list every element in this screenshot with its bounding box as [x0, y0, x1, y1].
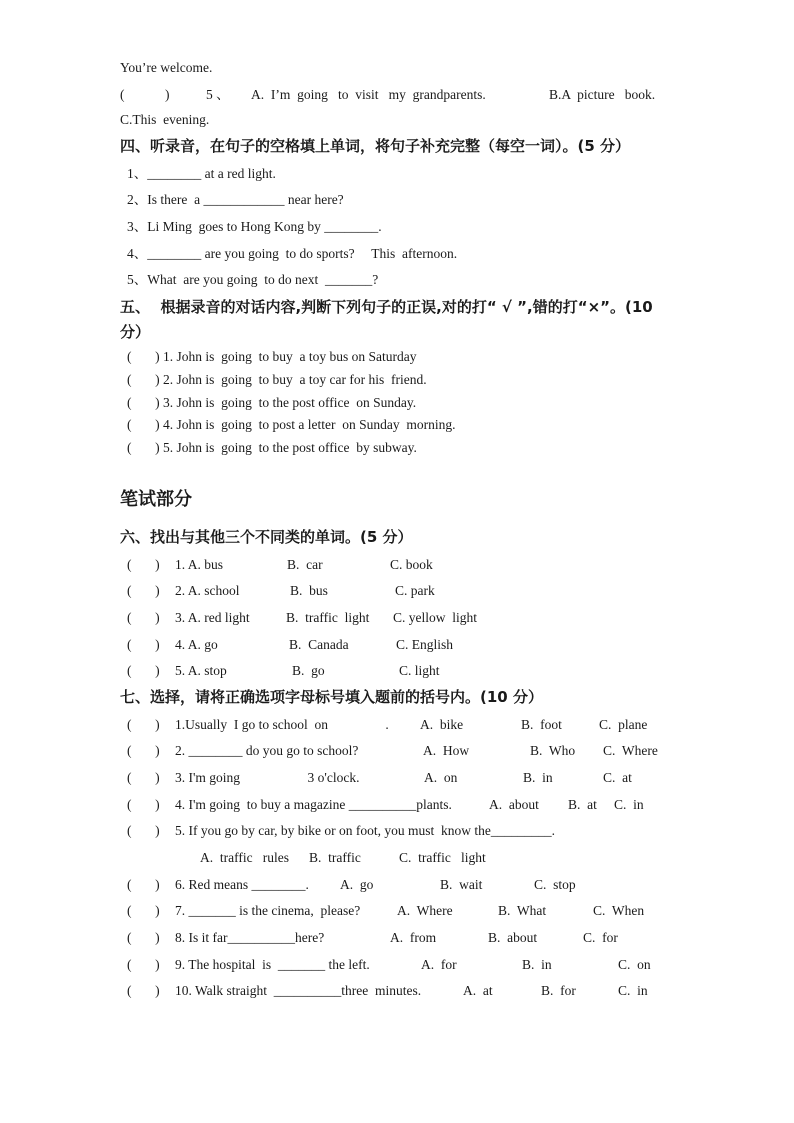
option-c: C. in [618, 983, 648, 998]
option-a: A. I’m going to visit my grandparents. [251, 87, 486, 102]
option-b: B. in [522, 957, 552, 972]
question-text: 9. The hospital is _______ the left. [175, 957, 370, 972]
answer-paren[interactable]: ( ) [127, 983, 160, 998]
section4-item: 1、________ at a red light. [127, 166, 276, 181]
answer-paren[interactable]: ( ) [127, 930, 160, 945]
option-c: C. park [395, 583, 435, 598]
section6-title: 六、找出与其他三个不同类的单词。(5 分） [120, 528, 413, 546]
option-b: B. car [287, 557, 323, 572]
question-text: 2. ________ do you go to school? [175, 743, 359, 758]
answer-paren[interactable]: ( ) [127, 877, 160, 892]
section7-title: 七、选择，请将正确选项字母标号填入题前的括号内。(10 分） [120, 688, 543, 706]
option-a: 4. A. go [175, 637, 218, 652]
option-a: 2. A. school [175, 583, 240, 598]
question-number: 5 、 [206, 87, 230, 102]
option-a: A. traffic rules [200, 850, 289, 865]
option-b: B.A picture book. [549, 87, 656, 102]
question-text: 6. Red means ________. [175, 877, 309, 892]
option-a: A. bike [420, 717, 464, 732]
answer-paren[interactable]: ( ) [127, 610, 160, 625]
option-c: C. yellow light [393, 610, 477, 625]
section5-item[interactable]: ( ) 3. John is going to the post office on Sunday. [127, 395, 417, 410]
option-c: C. at [603, 770, 632, 785]
option-b: B. go [292, 663, 325, 678]
question-text: 5. If you go by car, by bike or on foot, you must know the_________. [175, 823, 556, 838]
written-part-heading: 笔试部分 [120, 489, 192, 510]
answer-paren[interactable]: ( ) [127, 903, 160, 918]
option-b: B. traffic [309, 850, 361, 865]
option-a: A. on [424, 770, 458, 785]
answer-paren[interactable]: ( ) [127, 823, 160, 838]
option-c: C. on [618, 957, 651, 972]
option-b: B. bus [290, 583, 328, 598]
option-a: 5. A. stop [175, 663, 227, 678]
answer-paren[interactable]: ( ) [127, 583, 160, 598]
section5-item[interactable]: ( ) 1. John is going to buy a toy bus on Saturday [127, 349, 417, 364]
option-b: B. for [541, 983, 576, 998]
section4-item: 3、Li Ming goes to Hong Kong by ________. [127, 219, 382, 234]
option-c: C. book [390, 557, 433, 572]
option-c: C. stop [534, 877, 576, 892]
option-b: B. foot [521, 717, 562, 732]
answer-paren[interactable]: ( ) [127, 797, 160, 812]
section7-row [127, 982, 687, 1090]
option-a: A. Where [397, 903, 453, 918]
option-a: 1. A. bus [175, 557, 224, 572]
section4-item: 2、Is there a ____________ near here? [127, 192, 344, 207]
section4-item: 5、What are you going to do next _______? [127, 272, 379, 287]
question-text: 3. I'm going 3 o'clock. [175, 770, 360, 785]
option-a: A. go [340, 877, 374, 892]
section5-item[interactable]: ( ) 5. John is going to the post office by subway. [127, 440, 417, 455]
answer-paren[interactable]: ( ) [120, 87, 170, 102]
option-c: C. English [396, 637, 454, 652]
option-c: C. for [583, 930, 618, 945]
option-c: C. traffic light [399, 850, 486, 865]
option-b: B. about [488, 930, 538, 945]
option-c: C. in [614, 797, 644, 812]
option-b: B. in [523, 770, 553, 785]
option-b: B. at [568, 797, 597, 812]
option-a: A. about [489, 797, 539, 812]
option-b: B. Canada [289, 637, 349, 652]
option-b: B. What [498, 903, 547, 918]
option-b: B. traffic light [286, 610, 370, 625]
option-c-line: C.This evening. [120, 112, 210, 127]
option-b: B. Who [530, 743, 576, 758]
option-a: A. from [390, 930, 437, 945]
section4-item: 4、________ are you going to do sports? This afternoon. [127, 246, 458, 261]
option-a: A. How [423, 743, 470, 758]
option-c: C. Where [603, 743, 658, 758]
question-text: 8. Is it far__________here? [175, 930, 325, 945]
answer-paren[interactable]: ( ) [127, 663, 160, 678]
answer-paren[interactable]: ( ) [127, 717, 160, 732]
section5-item[interactable]: ( ) 2. John is going to buy a toy car for his friend. [127, 372, 427, 387]
question-text: 10. Walk straight __________three minutes. [175, 983, 422, 998]
answer-paren[interactable]: ( ) [127, 743, 160, 758]
welcome-line: You’re welcome. [120, 60, 213, 75]
option-c: C. light [399, 663, 440, 678]
section5-title-cont: 分） [120, 323, 151, 341]
answer-paren[interactable]: ( ) [127, 557, 160, 572]
option-c: C. plane [599, 717, 648, 732]
section5-title: 五、 根据录音的对话内容,判断下列句子的正误,对的打“ √ ”,错的打“×”。(10 [120, 298, 653, 316]
answer-paren[interactable]: ( ) [127, 637, 160, 652]
option-b: B. wait [440, 877, 483, 892]
section4-title: 四、听录音，在句子的空格填上单词，将句子补充完整（每空一词）。(5 分） [120, 137, 631, 155]
question-row [120, 86, 680, 176]
option-c: C. When [593, 903, 645, 918]
answer-paren[interactable]: ( ) [127, 770, 160, 785]
section5-item[interactable]: ( ) 4. John is going to post a letter on Sunday morning. [127, 417, 456, 432]
question-text: 1.Usually I go to school on . [175, 717, 389, 732]
question-text: 7. _______ is the cinema, please? [175, 903, 361, 918]
option-a: 3. A. red light [175, 610, 250, 625]
answer-paren[interactable]: ( ) [127, 957, 160, 972]
question-text: 4. I'm going to buy a magazine __________plants. [175, 797, 452, 812]
option-a: A. for [421, 957, 457, 972]
option-a: A. at [463, 983, 493, 998]
